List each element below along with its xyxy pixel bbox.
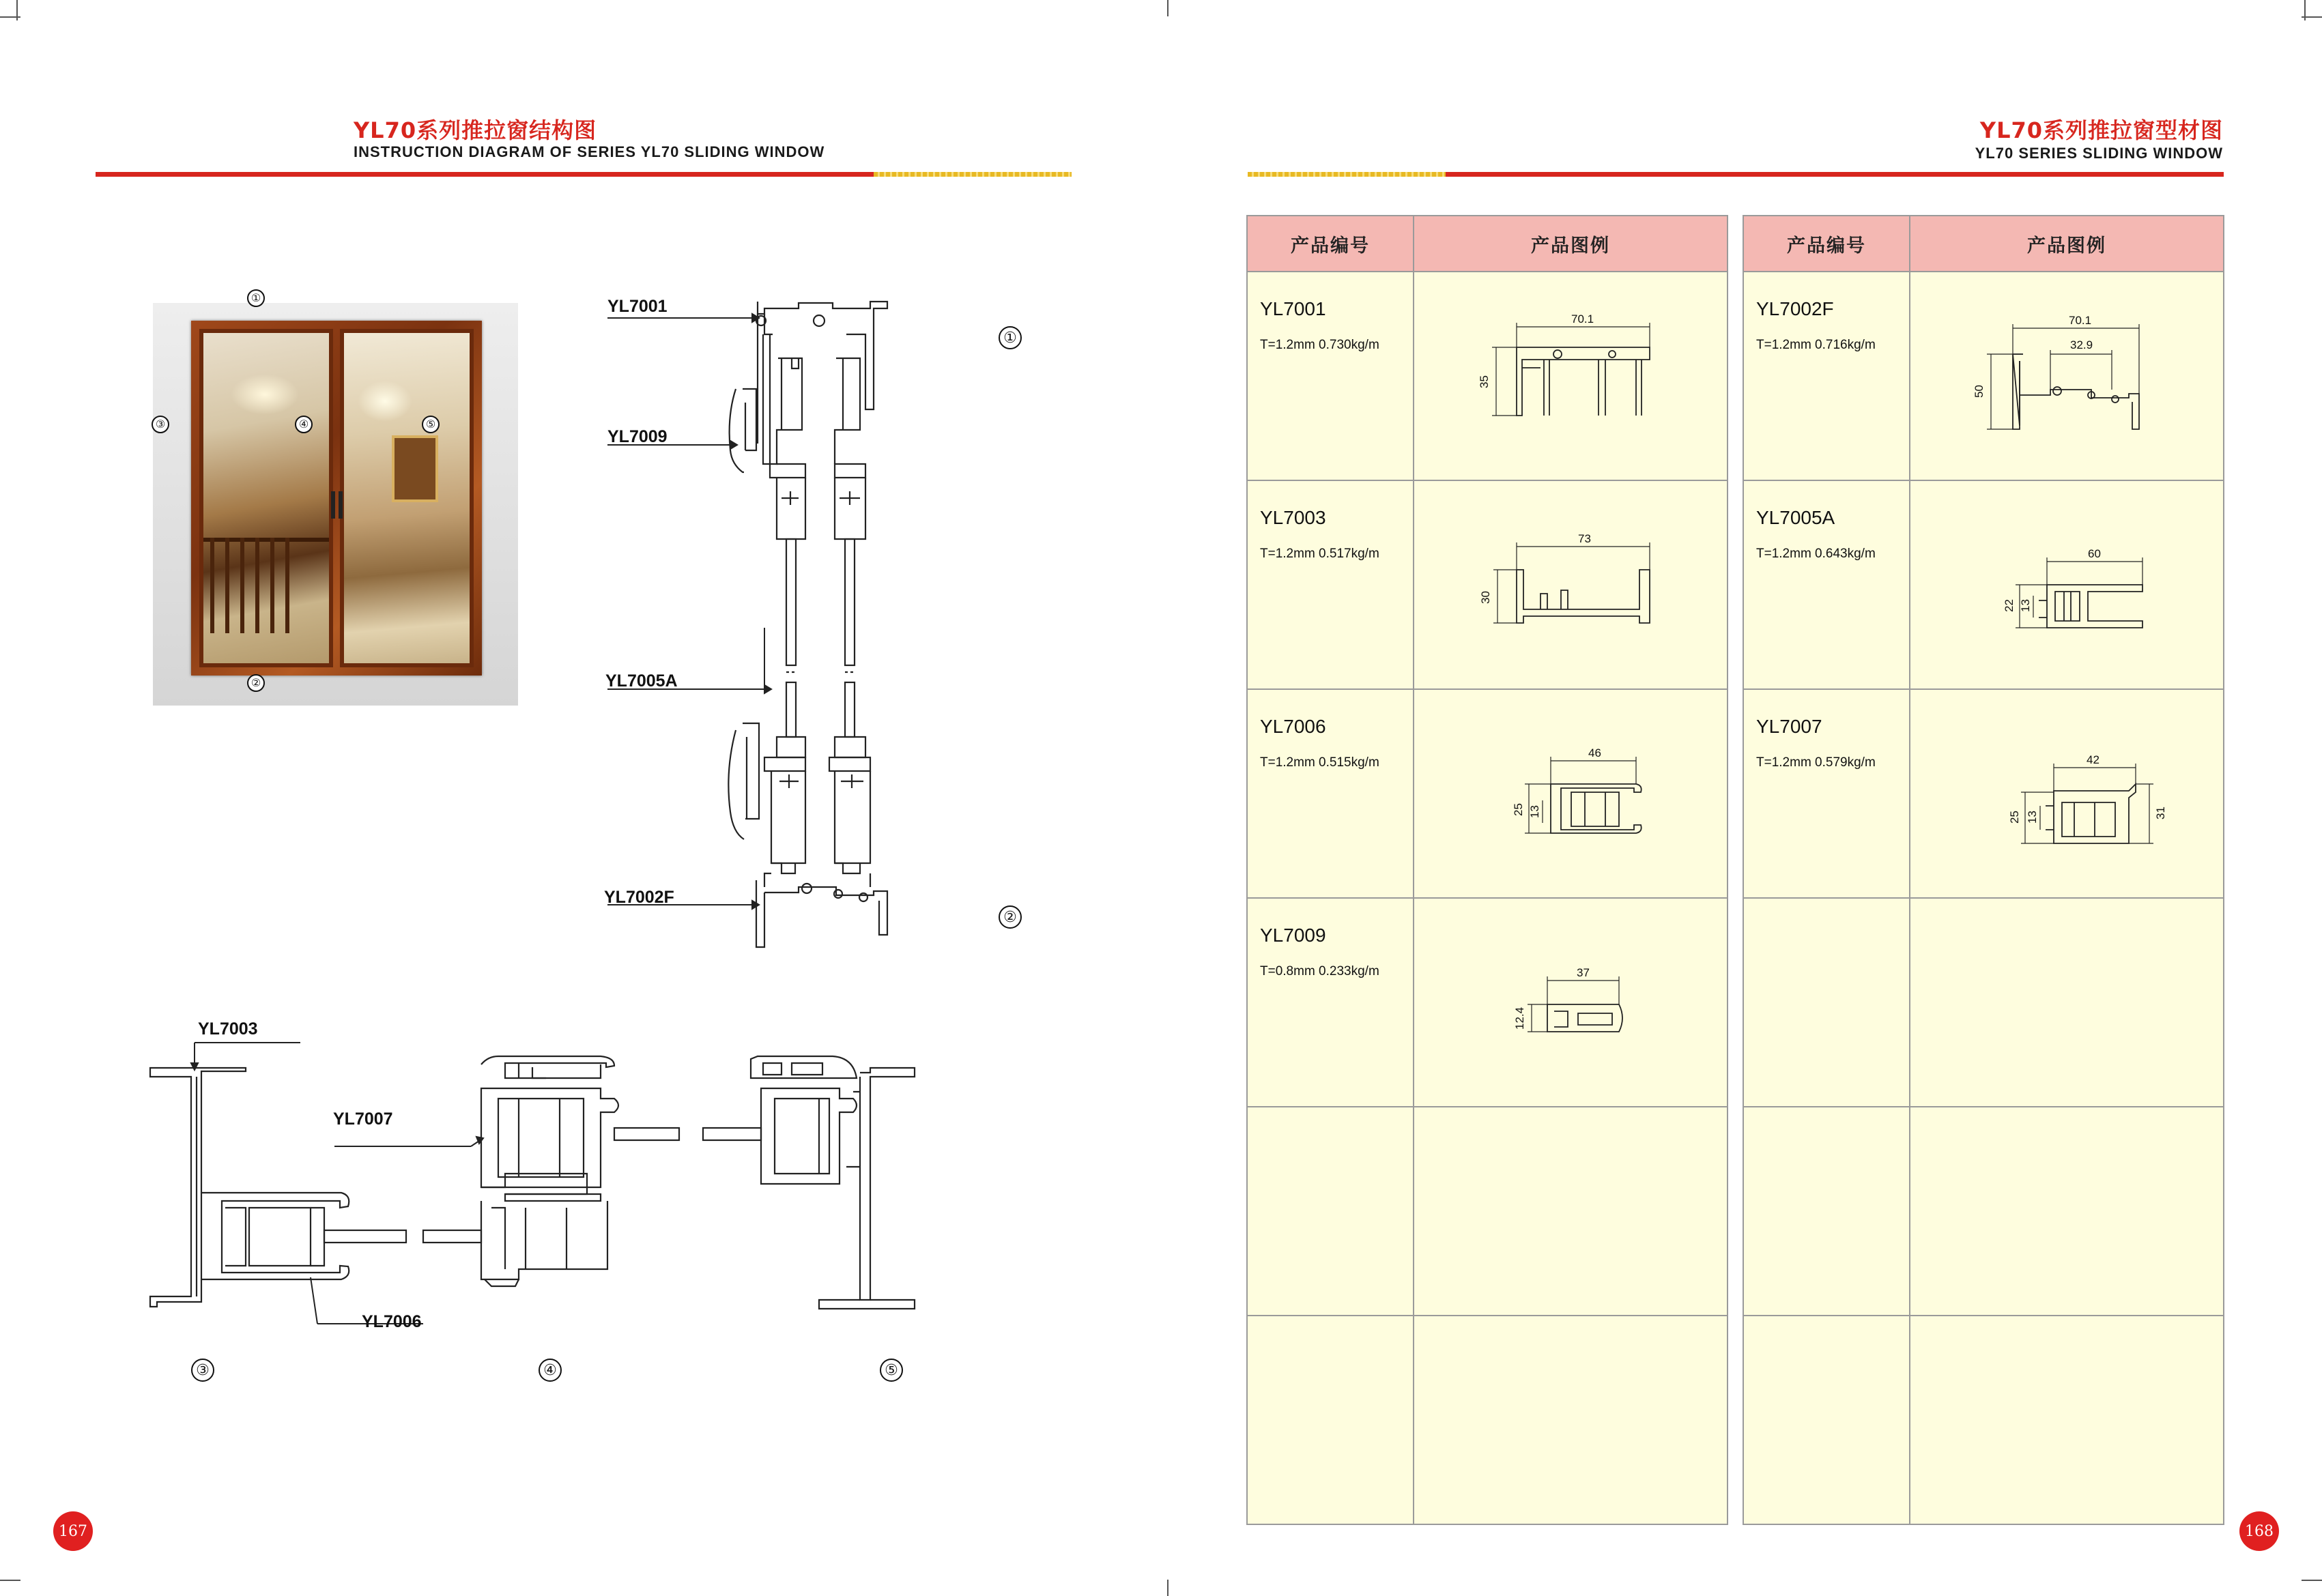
photo-marker-1: ① [247, 289, 265, 307]
dim-label: 22 [2003, 599, 2016, 612]
dim-label: 31 [2154, 807, 2167, 819]
table-row [1247, 689, 1728, 898]
product-spec: T=1.2mm 0.515kg/m [1260, 755, 1379, 770]
label-yl7007: YL7007 [333, 1109, 393, 1129]
section-marker-3: ③ [191, 1359, 214, 1382]
dim-label: 46 [1588, 746, 1601, 759]
right-page-title-en: YL70 SERIES SLIDING WINDOW [1975, 145, 2223, 162]
crop-mark-bottom-left [0, 1580, 20, 1581]
page-number-right: 168 [2239, 1511, 2279, 1551]
profile-figure-yl7007 [1910, 690, 2224, 897]
right-page-title-cn: YL70系列推拉窗型材图 [1979, 117, 2223, 143]
crop-mark-right-side [2304, 0, 2306, 20]
dim-label: 13 [1528, 805, 1541, 818]
profile-figure-yl7005a [1910, 481, 2224, 688]
dim-label: 32.9 [2070, 338, 2093, 351]
label-yl7009: YL7009 [607, 427, 668, 446]
photo-marker-2: ② [247, 674, 265, 692]
window-handle-right [339, 491, 343, 519]
table-row [1247, 898, 1728, 1107]
right-sash-glass [344, 333, 470, 663]
window-photo [153, 303, 518, 706]
profile-figure-yl7006 [1414, 690, 1728, 897]
product-code: YL7006 [1260, 716, 1326, 737]
table-row [1743, 272, 2224, 480]
product-spec: T=1.2mm 0.730kg/m [1260, 338, 1379, 352]
header-product-figure: 产品图例 [1910, 216, 2224, 272]
table-row [1743, 689, 2224, 898]
photo-marker-3: ③ [152, 416, 169, 433]
crop-mark-bottom-center [1167, 1580, 1169, 1596]
section-marker-1: ① [999, 326, 1022, 349]
profile-table-left [1246, 215, 1728, 1525]
left-header-rule-yellow [874, 172, 1072, 177]
product-spec: T=1.2mm 0.517kg/m [1260, 547, 1379, 561]
right-header-rule-red [1446, 172, 2224, 177]
dim-label: 70.1 [1571, 313, 1594, 325]
profile-figure-yl7009 [1414, 899, 1728, 1106]
profile-table-right [1743, 215, 2224, 1525]
table-row [1743, 480, 2224, 689]
window-handle-left [331, 491, 335, 519]
page-number-left: 167 [53, 1511, 93, 1551]
left-header-rule-red [96, 172, 874, 177]
section-marker-5: ⑤ [880, 1359, 903, 1382]
dim-label: 13 [2026, 811, 2039, 824]
dim-label: 37 [1577, 966, 1590, 979]
crop-mark-top-center [1167, 0, 1169, 16]
left-sash-glass [203, 333, 329, 663]
label-yl7002f: YL7002F [604, 888, 674, 907]
dim-label: 42 [2087, 753, 2099, 766]
dim-label: 13 [2019, 599, 2032, 612]
left-page-title-cn: YL70系列推拉窗结构图 [354, 117, 597, 143]
left-page-title-en: INSTRUCTION DIAGRAM OF SERIES YL70 SLIDING WINDOW [354, 143, 825, 160]
right-header-rule-yellow [1248, 172, 1446, 177]
product-code: YL7002F [1756, 298, 1834, 319]
table-row [1247, 272, 1728, 480]
product-spec: T=1.2mm 0.716kg/m [1756, 338, 1876, 352]
header-product-figure: 产品图例 [1414, 216, 1728, 272]
product-code: YL7003 [1260, 507, 1326, 528]
profile-figure-yl7003 [1414, 481, 1728, 688]
photo-marker-4: ④ [295, 416, 313, 433]
table-row [1743, 898, 2224, 1107]
dim-label: 12.4 [1513, 1006, 1526, 1030]
dim-label: 25 [1512, 803, 1525, 816]
label-yl7001: YL7001 [607, 297, 668, 316]
photo-marker-5: ⑤ [422, 416, 440, 433]
dim-label: 50 [1973, 385, 1986, 398]
dim-label: 25 [2008, 811, 2021, 824]
product-code: YL7001 [1260, 298, 1326, 319]
section-marker-4: ④ [539, 1359, 562, 1382]
dim-label: 30 [1479, 591, 1492, 604]
vertical-section-drawing [601, 293, 942, 948]
section-marker-2: ② [999, 905, 1022, 929]
profile-figure-yl7001 [1414, 272, 1728, 480]
dim-label: 35 [1478, 375, 1491, 388]
label-yl7003: YL7003 [198, 1019, 258, 1039]
crop-mark-left-side [16, 0, 18, 20]
header-product-code: 产品编号 [1743, 216, 1910, 272]
table-row [1743, 1316, 2224, 1524]
window-frame [191, 321, 482, 676]
dim-label: 73 [1578, 532, 1591, 545]
dim-label: 70.1 [2069, 314, 2092, 327]
table-row [1743, 1107, 2224, 1316]
horizontal-section-drawing [137, 1037, 956, 1324]
product-code: YL7009 [1260, 925, 1326, 946]
product-code: YL7007 [1756, 716, 1822, 737]
label-yl7006: YL7006 [362, 1312, 422, 1331]
profile-figure-yl7002f [1910, 272, 2224, 480]
label-yl7005a: YL7005A [605, 671, 678, 691]
header-product-code: 产品编号 [1247, 216, 1414, 272]
table-row [1247, 1107, 1728, 1316]
product-spec: T=0.8mm 0.233kg/m [1260, 964, 1379, 978]
product-spec: T=1.2mm 0.643kg/m [1756, 547, 1876, 561]
dim-label: 60 [2088, 547, 2101, 560]
crop-mark-bottom-right [2302, 1580, 2322, 1581]
product-code: YL7005A [1756, 507, 1835, 528]
table-row [1247, 480, 1728, 689]
table-row [1247, 1316, 1728, 1524]
product-spec: T=1.2mm 0.579kg/m [1756, 755, 1876, 770]
